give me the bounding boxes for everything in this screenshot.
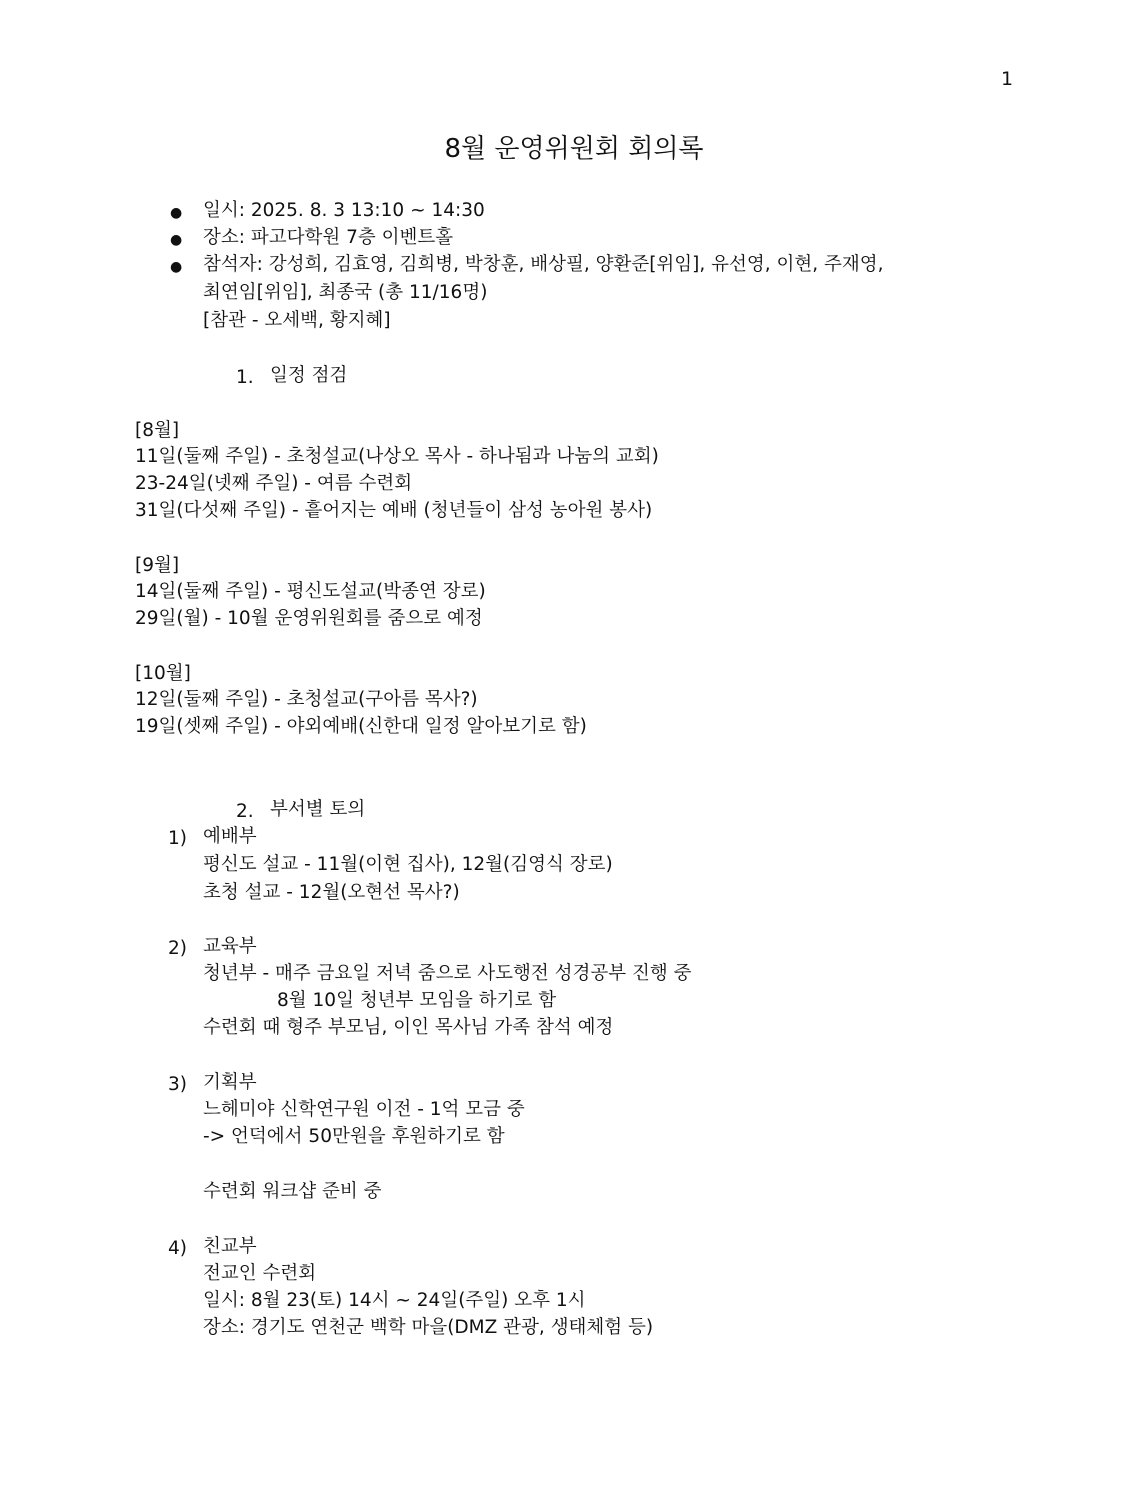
schedule-item: 23-24일(넷째 주일) - 여름 수련회 [135,473,413,494]
dept-line: 수련회 워크샵 준비 중 [203,1181,382,1202]
observers: [참관 - 오세백, 황지혜] [203,310,391,331]
section-number: 2. [236,801,254,822]
dept-line: 일시: 8월 23(토) 14시 ~ 24일(주일) 오후 1시 [203,1290,586,1311]
schedule-item: 31일(다섯째 주일) - 흩어지는 예배 (청년들이 삼성 농아원 봉사) [135,500,653,521]
bullet-icon: ● [170,259,183,275]
dept-line: -> 언덕에서 50만원을 후원하기로 함 [203,1126,505,1147]
dept-line: 느헤미야 신학연구원 이전 - 1억 모금 중 [203,1099,525,1120]
meeting-place: 장소: 파고다학원 7층 이벤트홀 [203,227,454,248]
month-header-sep: [9월] [135,555,180,576]
dept-planning-title: 기획부 [203,1072,257,1093]
attendees-line-1: 참석자: 강성희, 김효영, 김희병, 박창훈, 배상필, 양환준[위임], 유선영, 이현, 주재영, [203,254,884,275]
dept-line: 장소: 경기도 연천군 백학 마을(DMZ 관광, 생태체험 등) [203,1317,654,1338]
dept-line: 청년부 - 매주 금요일 저녁 줌으로 사도행전 성경공부 진행 중 [203,963,692,984]
schedule-item: 14일(둘째 주일) - 평신도설교(박종연 장로) [135,581,486,602]
dept-number: 1) [168,828,187,849]
section-number: 1. [236,367,254,388]
bullet-icon: ● [170,232,183,248]
schedule-item: 12일(둘째 주일) - 초청설교(구아름 목사?) [135,689,478,710]
dept-worship-title: 예배부 [203,826,257,847]
schedule-item: 29일(월) - 10월 운영위원회를 줌으로 예정 [135,608,483,629]
dept-number: 2) [168,938,187,959]
meeting-date: 일시: 2025. 8. 3 13:10 ~ 14:30 [203,200,485,221]
month-header-aug: [8월] [135,420,180,441]
dept-education-title: 교육부 [203,936,257,957]
attendees-line-2: 최연임[위임], 최종국 (총 11/16명) [203,282,488,303]
dept-number: 4) [168,1238,187,1259]
schedule-item: 19일(셋째 주일) - 야외예배(신한대 일정 알아보기로 함) [135,716,587,737]
dept-line: 평신도 설교 - 11월(이현 집사), 12월(김영식 장로) [203,854,613,875]
dept-fellowship-title: 친교부 [203,1236,257,1257]
month-header-oct: [10월] [135,663,191,684]
dept-line: 초청 설교 - 12월(오현선 목사?) [203,882,460,903]
section-title: 일정 점검 [270,365,348,386]
section-title: 부서별 토의 [270,799,366,820]
dept-line: 8월 10일 청년부 모임을 하기로 함 [277,990,557,1011]
dept-number: 3) [168,1074,187,1095]
dept-line: 전교인 수련회 [203,1263,317,1284]
page-number: 1 [1001,68,1014,90]
bullet-icon: ● [170,205,183,221]
document-title: 8월 운영위원회 회의록 [444,134,704,164]
dept-line: 수련회 때 형주 부모님, 이인 목사님 가족 참석 예정 [203,1017,614,1038]
schedule-item: 11일(둘째 주일) - 초청설교(나상오 목사 - 하나됨과 나눔의 교회) [135,446,659,467]
